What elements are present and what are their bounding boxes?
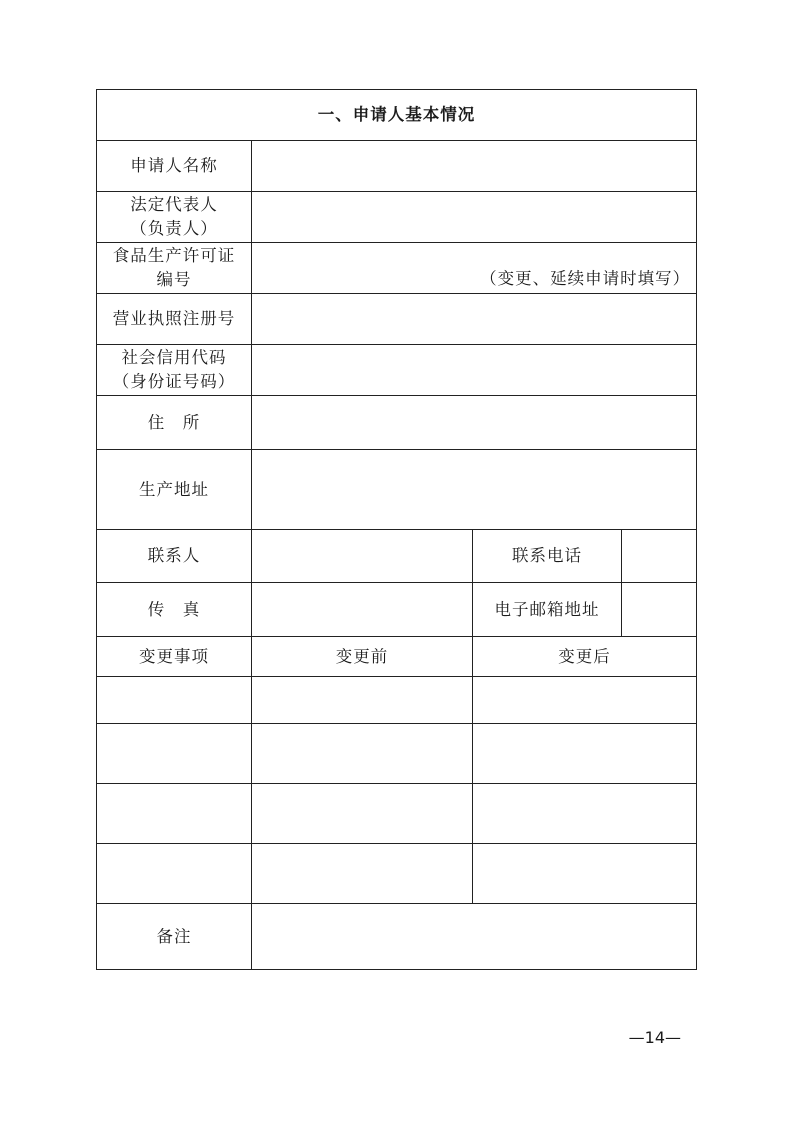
before-change-header: 变更前 [252, 637, 473, 677]
fax-label: 传 真 [97, 583, 252, 637]
before-change-cell[interactable] [252, 844, 473, 904]
after-change-cell[interactable] [473, 844, 697, 904]
residence-label: 住 所 [97, 396, 252, 450]
credit-code-label-line2: （身份证号码） [112, 372, 236, 391]
change-item-cell[interactable] [97, 784, 252, 844]
legal-representative-field[interactable] [252, 192, 697, 243]
legal-representative-label-line1: 法定代表人 [130, 195, 218, 214]
contact-person-field[interactable] [252, 530, 473, 583]
license-number-field[interactable] [252, 243, 697, 294]
change-row [97, 724, 697, 784]
applicant-name-field[interactable] [252, 141, 697, 192]
change-item-cell[interactable] [97, 677, 252, 724]
business-registration-field[interactable] [252, 294, 697, 345]
before-change-cell[interactable] [252, 724, 473, 784]
change-row [97, 844, 697, 904]
contact-phone-label: 联系电话 [473, 530, 622, 583]
credit-code-label [97, 345, 252, 396]
remarks-field[interactable] [252, 904, 697, 970]
after-change-cell[interactable] [473, 724, 697, 784]
after-change-header: 变更后 [473, 637, 697, 677]
residence-field[interactable] [252, 396, 697, 450]
email-field[interactable] [622, 583, 697, 637]
license-number-label-line1: 食品生产许可证 [112, 246, 236, 265]
credit-code-label-line1: 社会信用代码 [121, 348, 227, 367]
license-number-label [97, 243, 252, 294]
fax-field[interactable] [252, 583, 473, 637]
applicant-info-form [96, 89, 697, 970]
production-address-label: 生产地址 [97, 450, 252, 530]
production-address-field[interactable] [252, 450, 697, 530]
before-change-cell[interactable] [252, 784, 473, 844]
credit-code-field[interactable] [252, 345, 697, 396]
change-item-header: 变更事项 [97, 637, 252, 677]
after-change-cell[interactable] [473, 784, 697, 844]
contact-person-label: 联系人 [97, 530, 252, 583]
business-registration-label: 营业执照注册号 [97, 294, 252, 345]
change-row [97, 677, 697, 724]
applicant-name-label: 申请人名称 [97, 141, 252, 192]
email-label: 电子邮箱地址 [473, 583, 622, 637]
after-change-cell[interactable] [473, 677, 697, 724]
license-number-label-line2: 编号 [156, 270, 192, 289]
legal-representative-label [97, 192, 252, 243]
change-item-cell[interactable] [97, 844, 252, 904]
license-number-note: （变更、延续申请时填写） [480, 269, 691, 288]
before-change-cell[interactable] [252, 677, 473, 724]
change-row [97, 784, 697, 844]
contact-phone-field[interactable] [622, 530, 697, 583]
change-item-cell[interactable] [97, 724, 252, 784]
legal-representative-label-line2: （负责人） [130, 219, 218, 238]
section-title: 一、申请人基本情况 [97, 90, 697, 141]
remarks-label: 备注 [97, 904, 252, 970]
page-number: —14— [628, 1028, 681, 1047]
